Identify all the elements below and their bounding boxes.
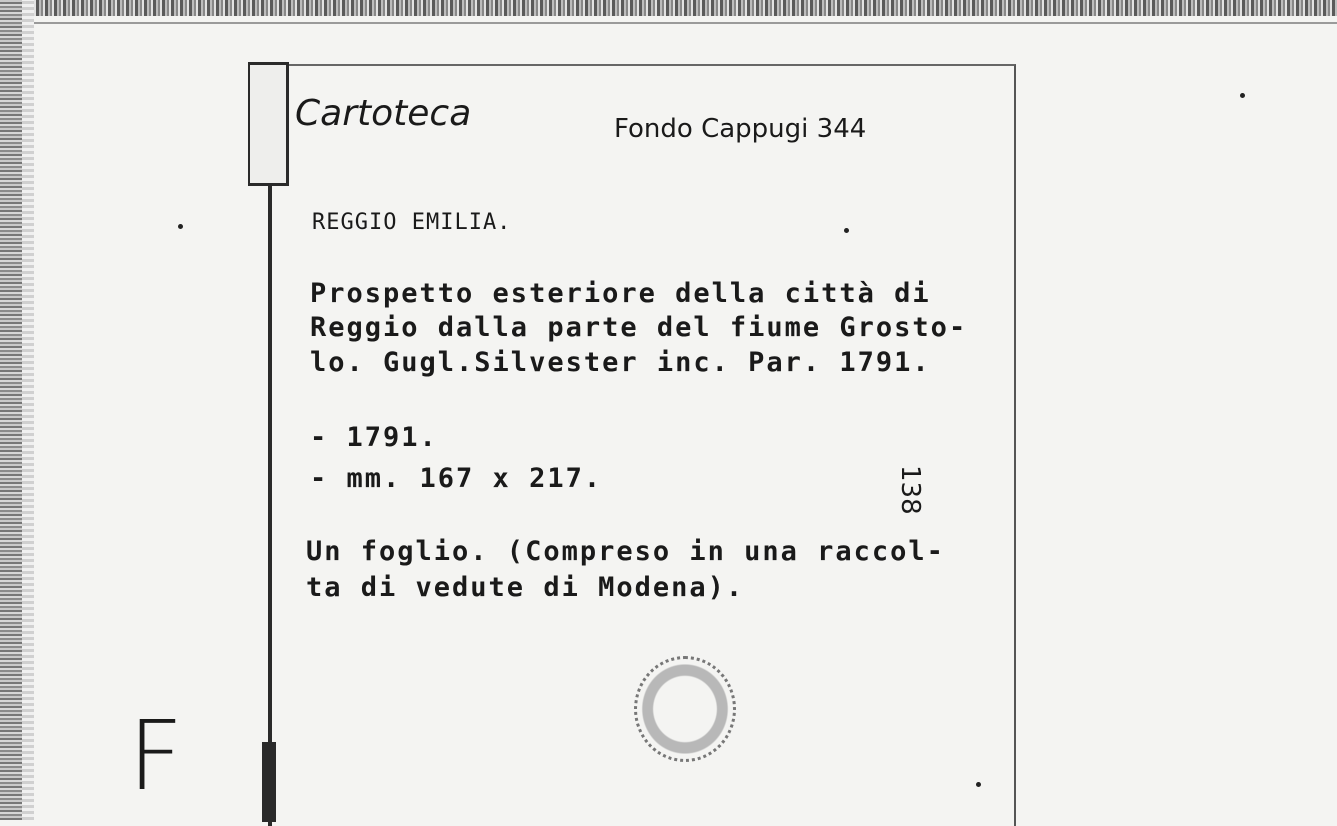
punch-hole-stamp — [634, 656, 736, 762]
description-line-3: lo. Gugl.Silvester inc. Par. 1791. — [310, 347, 931, 378]
speck — [844, 228, 849, 233]
margin-letter: F — [128, 700, 184, 812]
cartoteca-logo: Cartoteca — [295, 93, 472, 134]
size-line: - mm. 167 x 217. — [310, 463, 603, 494]
left-film-edge — [0, 0, 22, 820]
description-line-2: Reggio dalla parte del fiume Grosto- — [310, 312, 968, 343]
side-number: 138 — [895, 465, 925, 515]
fondo-reference: Fondo Cappugi 344 — [614, 114, 867, 144]
top-rule — [34, 22, 1337, 24]
speck — [976, 782, 981, 787]
left-film-edge-inner — [22, 0, 34, 820]
top-strip — [0, 0, 1337, 16]
description-line-1: Prospetto esteriore della città di — [310, 278, 931, 309]
note-line-1: Un foglio. (Compreso in una raccol- — [306, 536, 945, 567]
speck — [1240, 93, 1245, 98]
date-line: - 1791. — [310, 422, 438, 453]
speck — [178, 224, 183, 229]
card-tab-top — [248, 62, 289, 186]
city-heading: REGGIO EMILIA. — [312, 210, 512, 235]
card-tab-bottom — [262, 742, 276, 822]
note-line-2: ta di vedute di Modena). — [306, 572, 745, 603]
